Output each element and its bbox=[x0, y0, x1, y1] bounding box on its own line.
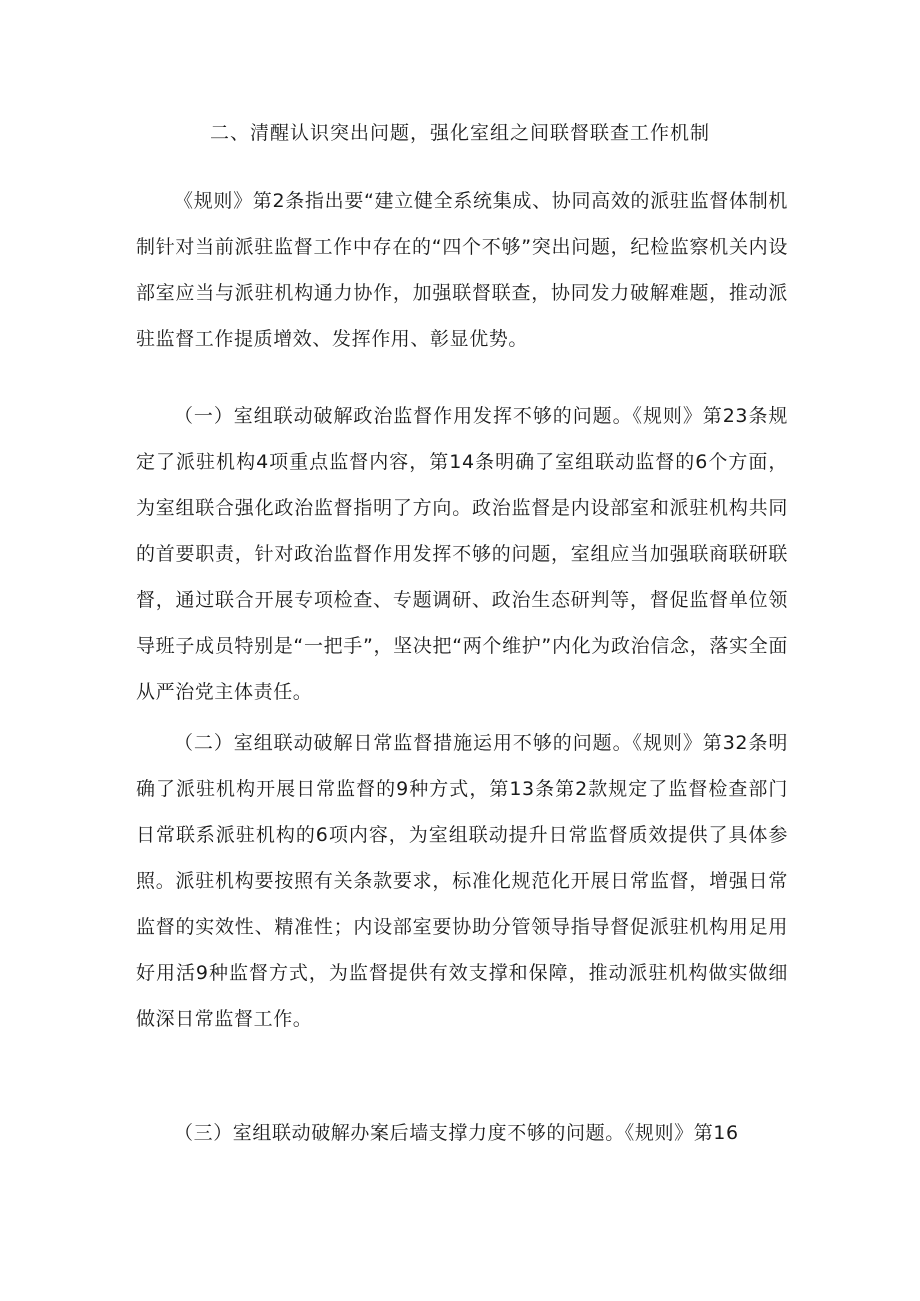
paragraph-intro: 《规则》第2条指出要“建立健全系统集成、协同高效的派驻监督体制机制针对当前派驻监督工作中存在的“四个不够”突出问题，纪检监察机关内设部室应当与派驻机构通力协作，加强联督联查，协同发力破解难题，推动派驻监督工作提质增效、发挥作用、彰显优势。 bbox=[136, 190, 788, 350]
paragraph-case-handling: （三）室组联动破解办案后墙支撑力度不够的问题。《规则》第16 bbox=[174, 1122, 739, 1144]
paragraph-political-supervision: （一）室组联动破解政治监督作用发挥不够的问题。《规则》第23条规定了派驻机构4项重点监督内容，第14条明确了室组联动监督的6个方面，为室组联合强化政治监督指明了方向。政治监督是内设部室和派驻机构共同的首要职责，针对政治监督作用发挥不够的问题，室组应当加强联商联研联督，通过联合开展专项检查、专题调研、政治生态研判等，督促监督单位领导班子成员特别是“一把手”，坚决把“两个维护”内化为政治信念，落实全面从严治党主体责任。 bbox=[136, 405, 788, 703]
paragraph-daily-supervision: （二）室组联动破解日常监督措施运用不够的问题。《规则》第32条明确了派驻机构开展日常监督的9种方式，第13条第2款规定了监督检查部门日常联系派驻机构的6项内容，为室组联动提升日常监督质效提供了具体参照。派驻机构要按照有关条款要求，标准化规范化开展日常监督，增强日常监督的实效性、精准性；内设部室要协助分管领导指导督促派驻机构用足用好用活9种监督方式，为监督提供有效支撑和保障，推动派驻机构做实做细做深日常监督工作。 bbox=[136, 732, 788, 1030]
section-heading: 二、清醒认识突出问题，强化室组之间联督联查工作机制 bbox=[209, 122, 710, 144]
